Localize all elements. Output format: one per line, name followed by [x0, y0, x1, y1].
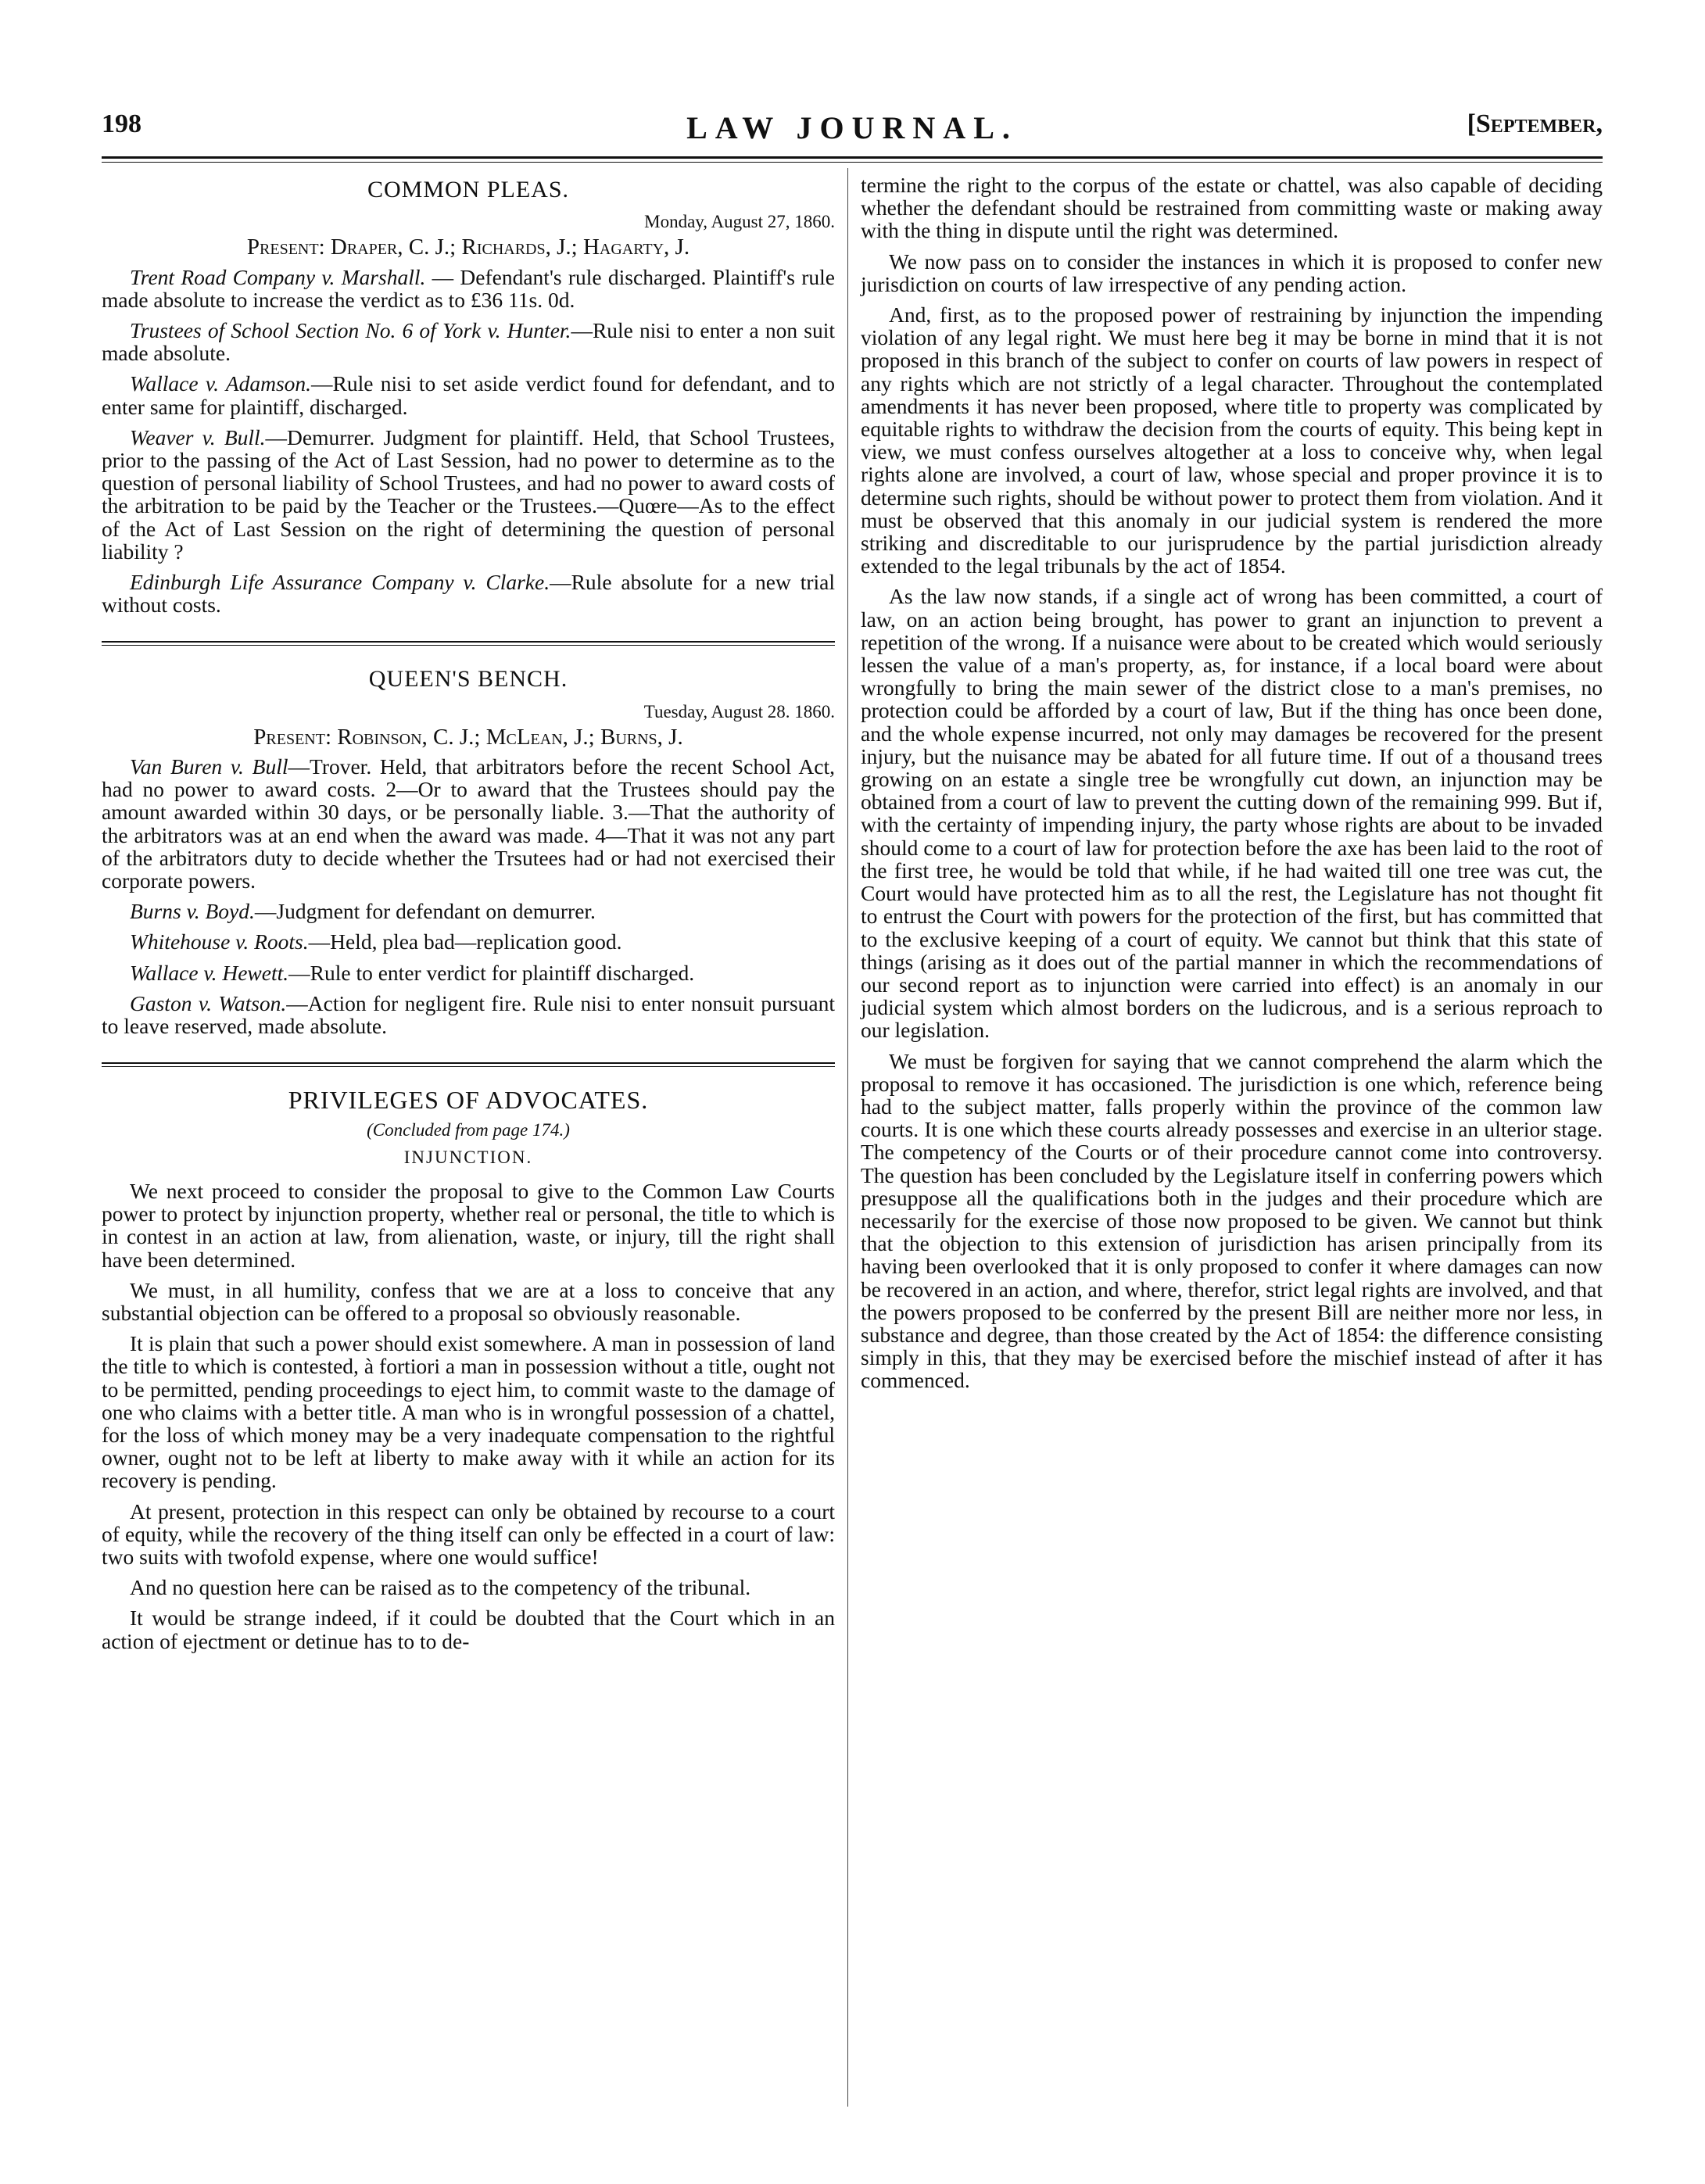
- header-rule-thick: [102, 156, 1603, 159]
- case-text: —Rule nisi to enter a non suit made absolute.: [102, 318, 835, 366]
- header-rule-thin: [102, 162, 1603, 163]
- case-name: Wallace v. Adamson.: [130, 371, 312, 396]
- section-rule-thin: [102, 1066, 835, 1067]
- queens-bench-title: QUEEN'S BENCH.: [368, 666, 568, 693]
- paragraph-continuation: termine the right to the corpus of the estate or chattel, was also capable of deciding whether the defendant should be restrained from committing waste or making away with the thing in dispute until the right was determined.: [861, 173, 1603, 243]
- body-paragraph: It is plain that such a power should exist somewhere. A man in possession of land the title to which is contested, à fortiori a man in possession without a title, ought not to be permitted, pending proceedings to eject him, to commit waste to the damage of one who claims with a better title. A man who is in wrongful possession of a chattel, for the loss of which money may be a very inadequate compensation to the rightful owner, ought not to be left at liberty to make away with it while an action for its recovery is pending.: [102, 1331, 835, 1493]
- common-pleas-cases: [102, 266, 835, 617]
- case-entry: [102, 372, 835, 417]
- case-text: —Rule to enter verdict for plaintiff discharged.: [288, 960, 695, 985]
- advocates-left-text: [102, 1180, 835, 1652]
- body-paragraph: It would be strange indeed, if it could be doubted that the Court which in an action of ejectment or detinue has to to de-: [102, 1606, 835, 1653]
- case-text: —Judgment for defendant on demurrer.: [254, 899, 596, 924]
- advocates-concluded-note: (Concluded from page 174.): [367, 1119, 570, 1140]
- right-column: [861, 174, 1603, 1400]
- common-pleas-title: COMMON PLEAS.: [367, 177, 570, 202]
- page-header: [102, 109, 1603, 149]
- case-name: Gaston v. Watson.: [130, 990, 287, 1015]
- case-name: Trustees of School Section No. 6 of York v. Hunter.: [130, 318, 571, 343]
- common-pleas-present: Present: Draper, C. J.; Richards, J.; Hagarty, J.: [246, 235, 690, 260]
- common-pleas-date: Monday, August 27, 1860.: [644, 212, 835, 232]
- case-entry: [102, 319, 835, 364]
- advocates-title: PRIVILEGES OF ADVOCATES.: [288, 1086, 649, 1115]
- case-entry: [102, 930, 835, 953]
- section-rule: [102, 1062, 835, 1064]
- case-name: Edinburgh Life Assurance Company v. Clarke.: [130, 570, 550, 595]
- left-column: [102, 174, 835, 1660]
- case-text: —Trover. Held, that arbitrators before the recent School Act, had no power to award costs. 2—Or to award that the Trustees should pay the amount awarded within 30 days, or be personally liable. 3.—That the authority of the arbitrators was at an end when the award was made. 4—That it was not any part of the arbitrators duty to decide whether the Trsutees had or had not exercised their corporate powers.: [102, 754, 835, 893]
- body-paragraph: And, first, as to the proposed power of restraining by injunction the impending violation of any legal right. We must here beg it may be borne in mind that it is not proposed in this branch of the subject to confer on courts of law powers in respect of any rights which are not strictly of a legal character. Throughout the contemplated amendments it has never been proposed, where title to property was complicated by equitable rights to withdraw the decision from the courts of equity. This being kept in view, we must confess ourselves altogether at a loss to conceive why, when legal rights alone are involved, a court of law, whose special and proper province it is to determine such rights, should be without power to protect them from violation. And it must be observed that this anomaly in our judicial system is rendered the more striking and discreditable to our jurisprudence by the partial jurisdiction already extended to the legal tribunals by the act of 1854.: [861, 303, 1603, 578]
- case-name: Weaver v. Bull.: [130, 424, 266, 449]
- queens-bench-present: Present: Robinson, C. J.; McLean, J.; Burns, J.: [253, 724, 683, 750]
- case-name: Trent Road Company v. Marshall.: [130, 264, 426, 289]
- body-paragraph: We next proceed to consider the proposal to give to the Common Law Courts power to protect by injunction property, whether real or personal, the title to which is in contest in an action at law, from alienation, waste, or injury, till the right shall have been determined.: [102, 1178, 835, 1272]
- case-entry: [102, 900, 835, 922]
- body-paragraph: We must, in all humility, confess that we are at a loss to conceive that any substantial objection can be offered to a proposal so obviously reasonable.: [102, 1277, 835, 1325]
- section-rule-thin: [102, 645, 835, 646]
- case-name: Wallace v. Hewett.: [130, 960, 289, 985]
- body-paragraph: At present, protection in this respect can only be obtained by recourse to a court of equity, while the recovery of the thing itself can only be effected in a court of law: two suits with twofold expense, where one would suffice!: [102, 1498, 835, 1569]
- header-month: [September,: [1467, 109, 1603, 138]
- case-text: —Demurrer. Judgment for plaintiff. Held, that School Trustees, prior to the passing of the Act of Last Session, had no power to determine as to the question of personal liability of School Trustees, and had no power to award costs of the arbitration to be paid by the Teacher or the Trustees.—Quœre—As to the effect of the Act of Last Session on the right of determining the question of personal liability ?: [102, 424, 835, 564]
- column-divider: [847, 168, 848, 2107]
- queens-bench-cases: [102, 755, 835, 1037]
- body-paragraph: We now pass on to consider the instances in which it is proposed to confer new jurisdiction on courts of law irrespective of any pending action.: [861, 249, 1603, 296]
- case-entry: [102, 266, 835, 311]
- case-text: —Rule absolute for a new trial without costs.: [102, 570, 835, 618]
- case-entry: [102, 961, 835, 984]
- case-name: Whitehouse v. Roots.: [130, 929, 309, 954]
- page-number: 198: [102, 109, 141, 138]
- case-name: Van Buren v. Bull: [130, 754, 288, 779]
- case-entry: [102, 571, 835, 616]
- case-entry: [102, 755, 835, 892]
- queens-bench-date: Tuesday, August 28. 1860.: [643, 701, 835, 721]
- case-text: —Action for negligent fire. Rule nisi to enter nonsuit pursuant to leave reserved, made absolute.: [102, 990, 835, 1039]
- case-entry: [102, 426, 835, 563]
- injunction-subhead: INJUNCTION.: [403, 1147, 533, 1167]
- case-text: —Rule nisi to set aside verdict found for defendant, and to enter same for plaintiff, discharged.: [102, 371, 835, 419]
- case-text: — Defendant's rule discharged. Plaintiff's rule made absolute to increase the verdict as to £36 11s. 0d.: [102, 264, 835, 312]
- body-paragraph: As the law now stands, if a single act of wrong has been committed, a court of law, on an action being brought, has power to grant an injunction to prevent a repetition of the wrong. If a nuisance were about to be created which would seriously lessen the value of a man's property, as, for instance, if a local board were about wrongfully to bring the main sewer of the district close to a man's premises, no protection could be afforded by a court of law, But if the thing has once been done, and the whole expense incurred, not only may damages be recovered for the present injury, but the nuisance may be abated for all future time. If out of a thousand trees growing on an estate a single tree be wrongfully cut down, an injunction may be obtained from a court of law to prevent the cutting down of the remaining 999. But if, with the certainty of impending injury, the party whose rights are about to be invaded should come to a court of law for protection before the axe has been laid to the root of the first tree, he would be told that while, if he had waited till one tree was cut, the Court would have protected him as to all the rest, the Legislature has not thought fit to entrust the Court with powers for the protection of the first, but has committed that to the exclusive keeping of a court of equity. We cannot but think that this state of things (arising as it does out of the partial manner in which the recommendations of our second report as to injunction were carried into effect) is an anomaly in our judicial system which almost borders on the ludicrous, and is a serious reproach to our legislation.: [861, 584, 1603, 1043]
- body-paragraph: We must be forgiven for saying that we cannot comprehend the alarm which the proposal to remove it has occasioned. The jurisdiction is one which, reference being had to the subject matter, falls properly within the province of the common law courts. It is one which these courts already possesses and exercise in an ulterior stage. The competency of the Courts or of their procedure cannot come into controversy. The question has been concluded by the Legislature itself in conferring powers which presuppose all the qualifications both in the judges and their procedure which are necessarily for the exercise of those now proposed to be given. We cannot but think that the objection to this extension of jurisdiction has arisen principally from its having been overlooked that it is only proposed to confer it where damages can now be recovered in an action, and where, therefor, strict legal rights are involved, and that the powers proposed to be conferred by the present Bill are neither more nor less, in substance and degree, than those created by the Act of 1854: the difference consisting simply in this, that they may be exercised before the mischief instead of after it has commenced.: [861, 1048, 1603, 1393]
- body-paragraph: And no question here can be raised as to the competency of the tribunal.: [130, 1575, 751, 1600]
- case-entry: [102, 992, 835, 1037]
- advocates-right-text: [861, 250, 1603, 1392]
- case-text: —Held, plea bad—replication good.: [308, 929, 622, 954]
- case-name: Burns v. Boyd.: [130, 899, 255, 924]
- journal-title: LAW JOURNAL.: [686, 110, 1018, 145]
- section-rule: [102, 641, 835, 643]
